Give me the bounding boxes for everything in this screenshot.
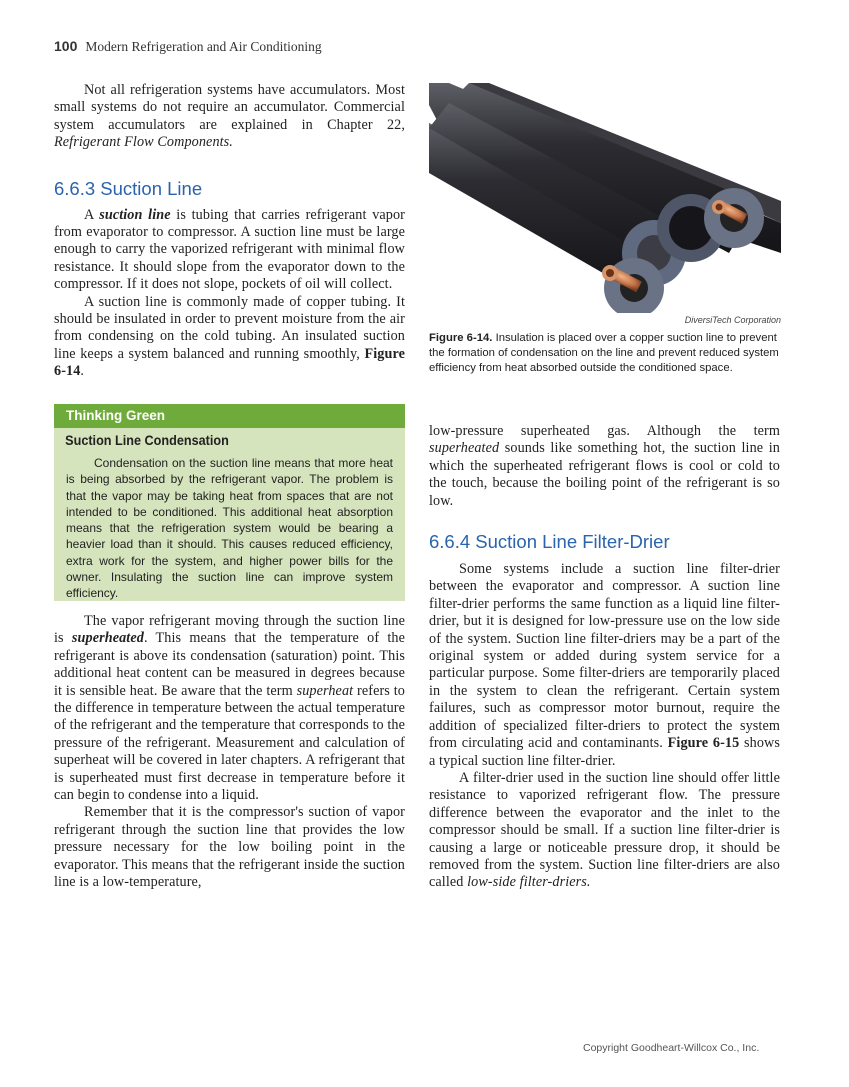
thinking-green-text: Condensation on the suction line means that more heat is being absorbed by the refrigerant vapor. The problem is that the vapor may be taking heat from spaces that are not intended to be conditioned. This additional heat absorption means that the refrigeration system would be bearing a heavier load than it should. This causes reduced efficiency, extra work for the system, and higher power bills for the owner. Insulating the suction line can improve system efficiency. (66, 456, 393, 601)
filter-drier-paragraph-2: A filter-drier used in the suction line should offer little resistance to vaporized refrigerant flow. The pressure difference between the evaporator and the inlet to the compressor should be small. If a suction line filter-drier is causing a large or noticeable pressure drop, it should be removed from the system. Suction line filter-driers are also called low-side filter-driers. (429, 769, 780, 891)
intro-paragraph: Not all refrigeration systems have accumulators. Most small systems do not require an accumulator. Commercial system accumulators are explained in Chapter 22, Refrigerant Flow Components. (54, 82, 405, 151)
figure-caption (429, 331, 781, 376)
section-heading-suction-line: 6.6.3 Suction Line (54, 177, 203, 199)
section-heading-filter-drier: 6.6.4 Suction Line Filter-Drier (429, 531, 670, 553)
figure-caption-text: Insulation is placed over a copper suction line to prevent the formation of condensation on the line and prevent reduced system efficiency from heat absorbed outside the conditioned space. (429, 332, 779, 374)
compressor-suction-paragraph: Remember that it is the compressor's suction of vapor refrigerant through the suction line that provides the low pressure necessary for the low boiling point in the evaporator. This means that the refrigerant inside the suction line is a low-temperature, (54, 804, 405, 891)
thinking-green-title: Suction Line Condensation (65, 433, 229, 448)
thinking-green-box (54, 404, 405, 601)
page-number: 100 (54, 38, 78, 54)
figure-label: Figure 6-14. (429, 332, 493, 344)
right-column (429, 423, 780, 892)
left-column-lower (54, 613, 405, 892)
copyright-footer: Copyright Goodheart-Willcox Co., Inc. (583, 1042, 760, 1054)
book-title: Modern Refrigeration and Air Conditioning (85, 39, 322, 54)
superheat-paragraph: The vapor refrigerant moving through the suction line is superheated. This means that the temperature of the refrigerant is above its condensation (saturation) point. This additional heat content can be measured in degrees because it is sensible heat. Be aware that the term superheat refers to the difference in temperature between the actual temperature of the refrigerant and the temperature that corresponds to the pressure of the refrigerant. Measurement and calculation of superheat will be covered in later chapters. A refrigerant that is superheated must first decrease in temperature before it can begin to condense into a liquid. (54, 613, 406, 804)
insulated-suction-line-photo (429, 83, 781, 313)
figure-credit: DiversiTech Corporation (684, 315, 781, 325)
thinking-green-label: Thinking Green (54, 404, 405, 428)
suction-line-paragraph-1: A suction line is tubing that carries refrigerant vapor from evaporator to compressor. A suction line must be large enough to carry the vaporized refrigerant with minimal flow resistance. It should slope from the evaporator down to the compressor. If it does not slope, pockets of oil will collect. (54, 206, 405, 293)
filter-drier-paragraph-1: Some systems include a suction line filter-drier between the evaporator and compressor. A suction line filter-drier performs the same function as a liquid line filter-drier, but it is designed for low-pressure use on the low side of the system. Suction line filter-driers may be a part of the original system or added during system service for a particular purpose. Some filter-driers are temporarily placed in the system to clean the refrigerant. Certain system failures, such as compressor motor burnout, require the addition of specialized filter-driers to protect the system from circulating acid and contaminants. Figure 6-15 shows a typical suction line filter-drier. (429, 561, 780, 769)
suction-line-paragraph-2: A suction line is commonly made of copper tubing. It should be insulated in order to prevent moisture from the air from condensing on the cold tubing. An insulated suction line keeps a system balanced and running smoothly, Figure 6-14. (54, 293, 405, 380)
running-header (54, 38, 322, 55)
left-column-upper (54, 82, 405, 381)
foam-insulation-illustration (429, 83, 781, 313)
superheated-gas-paragraph: low-pressure superheated gas. Although the term superheated sounds like something hot, the suction line in which the superheated refrigerant flows is cool or cold to the touch, because the boiling point of the refrigerant is so low. (429, 423, 780, 509)
